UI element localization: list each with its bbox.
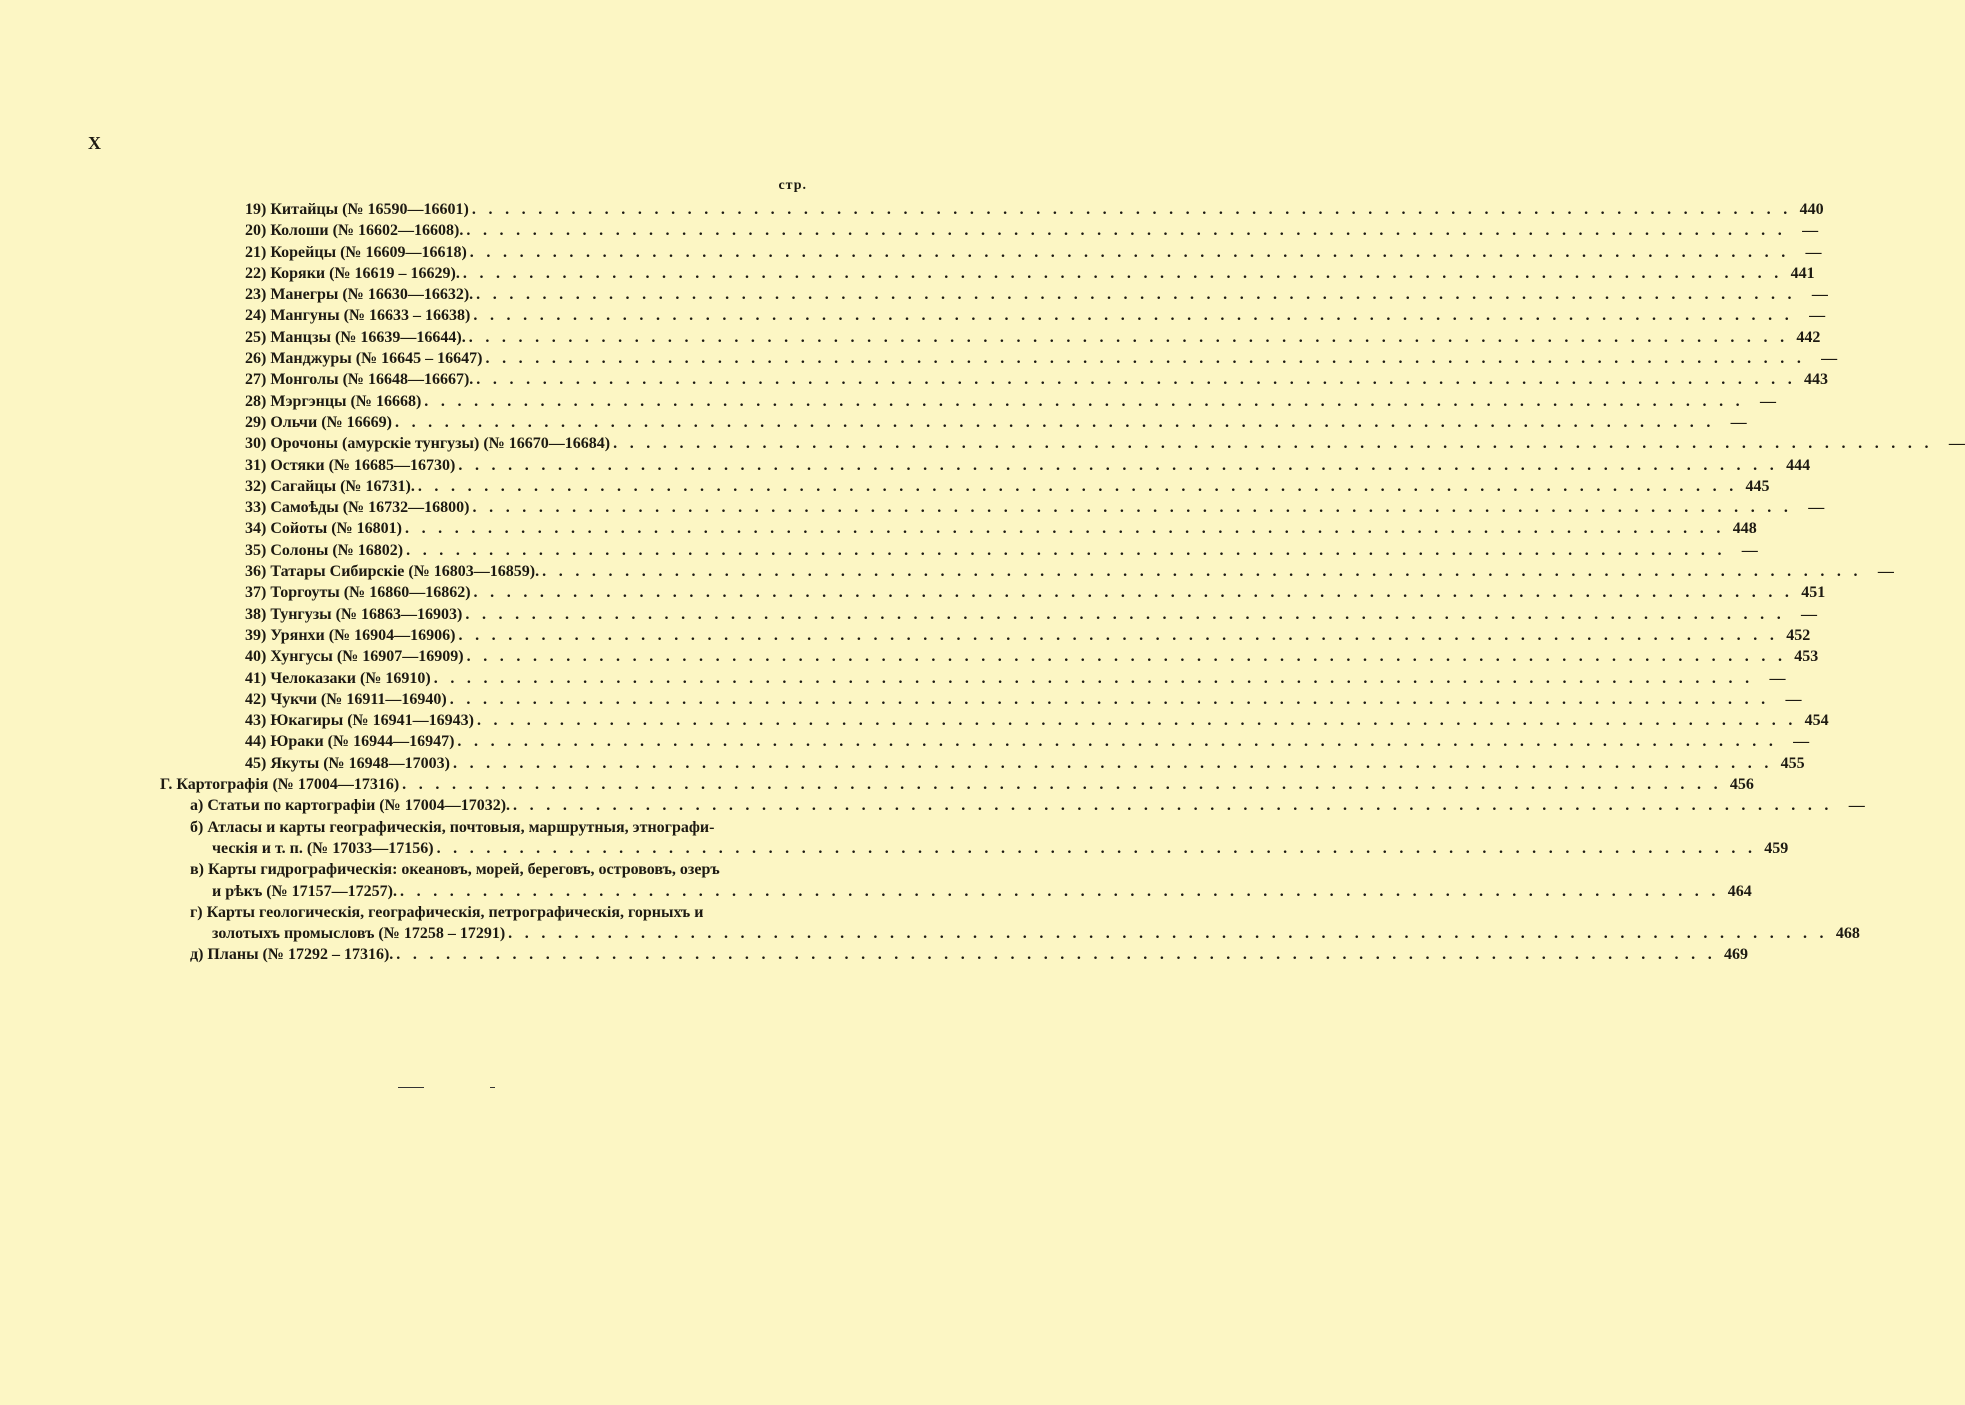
toc-entry-title: 45) Якуты (№ 16948—17003): [245, 754, 450, 772]
toc-entry: [0, 433, 1965, 454]
toc-entry-title: 20) Колоши (№ 16602—16608).: [245, 222, 464, 240]
toc-entry-title: 44) Юраки (№ 16944—16947): [245, 733, 455, 751]
dot-leader: . . . . . . . . . . . . . . . . . . . . . . . . . . . . . . . . . . . . . . . . . . . . . . . . . . . . . . . . . . . . . . . . . . . . . . . . . . . . . . . .: [458, 626, 1779, 644]
toc-entry-title: а) Статьи по картографіи (№ 17004—17032).: [190, 797, 511, 815]
toc-entry: [0, 944, 1748, 965]
toc-entry-page: —: [1801, 605, 1818, 623]
dot-leader: . . . . . . . . . . . . . . . . . . . . . . . . . . . . . . . . . . . . . . . . . . . . . . . . . . . . . . . . . . . . . . . . . . . . . . . . . . . . . . . .: [457, 733, 1778, 751]
toc-entry-title: 26) Манджуры (№ 16645 – 16647): [245, 350, 483, 368]
toc-entry-page: 468: [1835, 925, 1860, 943]
toc-entry: [0, 881, 1752, 902]
toc-entry: [0, 625, 1811, 646]
end-rule-dot: [490, 1087, 495, 1088]
toc-entry-page: 451: [1801, 584, 1826, 602]
toc-entry: [0, 327, 1821, 348]
toc-entry: [0, 668, 1786, 689]
toc-entry-title: 34) Сойоты (№ 16801): [245, 520, 402, 538]
toc-entry: [0, 582, 1826, 603]
toc-entry-title: 23) Манегры (№ 16630—16632).: [245, 286, 474, 304]
toc-entry: [0, 795, 1865, 816]
end-rule: [398, 1087, 424, 1088]
toc-entry-title: 43) Юкагиры (№ 16941—16943): [245, 712, 474, 730]
toc-entry-page: —: [1730, 413, 1747, 431]
toc-entry: [0, 923, 1860, 944]
toc-entry-page: —: [1769, 669, 1786, 687]
toc-entry-page: 464: [1727, 882, 1752, 900]
dot-leader: . . . . . . . . . . . . . . . . . . . . . . . . . . . . . . . . . . . . . . . . . . . . . . . . . . . . . . . . . . . . . . . . . . . . . . . . . . . . . . . .: [473, 307, 1794, 325]
toc-entry-page: 442: [1796, 328, 1821, 346]
dot-leader: . . . . . . . . . . . . . . . . . . . . . . . . . . . . . . . . . . . . . . . . . . . . . . . . . . . . . . . . . . . . . . . . . . . . . . . . . . . . . . . .: [471, 201, 1792, 218]
toc-entry-page: —: [1809, 307, 1826, 325]
toc-entry-title: 22) Коряки (№ 16619 – 16629).: [245, 264, 460, 282]
dot-leader: . . . . . . . . . . . . . . . . . . . . . . . . . . . . . . . . . . . . . . . . . . . . . . . . . . . . . . . . . . . . . . . . . . . . . . . . . . . . . . . .: [452, 754, 1773, 772]
toc-entry: [0, 518, 1757, 539]
toc-entry-page: —: [1848, 797, 1865, 815]
dot-leader: . . . . . . . . . . . . . . . . . . . . . . . . . . . . . . . . . . . . . . . . . . . . . . . . . . . . . . . . . . . . . . . . . . . . . . . . . . . . . . . .: [542, 563, 1862, 581]
toc-entry: [0, 242, 1822, 263]
toc-entry: [0, 902, 903, 923]
toc-entry-page: 448: [1732, 520, 1757, 538]
toc-entry-title: 39) Урянхи (№ 16904—16906): [245, 626, 456, 644]
toc-entry-title: 35) Солоны (№ 16802): [245, 541, 404, 559]
toc-entry: [0, 604, 1818, 625]
dot-leader: . . . . . . . . . . . . . . . . . . . . . . . . . . . . . . . . . . . . . . . . . . . . . . . . . . . . . . . . . . . . . . . . . . . . . . . . . . . . . . . .: [469, 243, 1790, 261]
toc-entry-page: —: [1877, 563, 1894, 581]
toc-entry: [0, 859, 903, 880]
toc-entry-title: 37) Торгоуты (№ 16860—16862): [245, 584, 471, 602]
toc-entry-title: 29) Ольчи (№ 16669): [245, 413, 392, 431]
dot-leader: . . . . . . . . . . . . . . . . . . . . . . . . . . . . . . . . . . . . . . . . . . . . . . . . . . . . . . . . . . . . . . . . . . . . . . . . . . . . . . . .: [396, 946, 1716, 964]
toc-entry-title: 21) Корейцы (№ 16609—16618): [245, 243, 467, 261]
toc-entry-title: 30) Орочоны (амурскіе тунгузы) (№ 16670—16684): [245, 435, 611, 453]
toc-entry: [0, 497, 1825, 518]
toc-entry: [0, 731, 1810, 752]
toc-entry-title: 19) Китайцы (№ 16590—16601): [245, 201, 469, 218]
toc-entry-page: 440: [1799, 201, 1824, 218]
dot-leader: . . . . . . . . . . . . . . . . . . . . . . . . . . . . . . . . . . . . . . . . . . . . . . . . . . . . . . . . . . . . . . . . . . . . . . . . . . . . . . . .: [462, 264, 1783, 282]
toc-entry-page: 444: [1786, 456, 1811, 474]
toc-entry-title: 27) Монголы (№ 16648—16667).: [245, 371, 474, 389]
dot-leader: . . . . . . . . . . . . . . . . . . . . . . . . . . . . . . . . . . . . . . . . . . . . . . . . . . . . . . . . . . . . . . . . . . . . . . . . . . . . . . . .: [406, 541, 1726, 559]
toc-entry-title: 40) Хунгусы (№ 16907—16909): [245, 648, 464, 666]
toc-entry: [0, 263, 1815, 284]
toc-entry: [0, 455, 1811, 476]
toc-entry-page: —: [1805, 243, 1822, 261]
dot-leader: . . . . . . . . . . . . . . . . . . . . . . . . . . . . . . . . . . . . . . . . . . . . . . . . . . . . . . . . . . . . . . . . . . . . . . . . . . . . . . . .: [472, 499, 1793, 517]
toc-entry-title: 32) Сагайцы (№ 16731).: [245, 477, 415, 495]
page-folio: X: [88, 133, 101, 153]
dot-leader: . . . . . . . . . . . . . . . . . . . . . . . . . . . . . . . . . . . . . . . . . . . . . . . . . . . . . . . . . . . . . . . . . . . . . . . . . . . . . . . .: [466, 648, 1787, 666]
toc-entry-title: и рѣкъ (№ 17157—17257).: [212, 882, 397, 900]
toc-entry-title: 24) Мангуны (№ 16633 – 16638): [245, 307, 471, 325]
toc-entry: [0, 753, 1805, 774]
dot-leader: . . . . . . . . . . . . . . . . . . . . . . . . . . . . . . . . . . . . . . . . . . . . . . . . . . . . . . . . . . . . . . . . . . . . . . . . . . . . . . . .: [404, 520, 1725, 538]
toc-entry-page: 459: [1764, 839, 1789, 857]
page-column-header: стр.: [778, 178, 807, 193]
toc-entry: [0, 476, 1770, 497]
toc-entry-title: г) Карты геологическія, географическія, петрографическія, горныхъ и: [190, 903, 704, 921]
dot-leader: . . . . . . . . . . . . . . . . . . . . . . . . . . . . . . . . . . . . . . . . . . . . . . . . . . . . . . . . . . . . . . . . . . . . . . . . . . . . . . . .: [476, 712, 1797, 730]
toc-entry-page: 445: [1745, 477, 1770, 495]
toc-entry-page: —: [1802, 222, 1819, 240]
toc-entry: [0, 774, 1754, 795]
toc-entry-title: 38) Тунгузы (№ 16863—16903): [245, 605, 463, 623]
dot-leader: . . . . . . . . . . . . . . . . . . . . . . . . . . . . . . . . . . . . . . . . . . . . . . . . . . . . . . . . . . . . . . . . . . . . . . . . . . . . . . . .: [458, 456, 1779, 474]
toc-entry-page: 455: [1780, 754, 1805, 772]
toc-entry-page: —: [1811, 286, 1828, 304]
toc-entry-title: б) Атласы и карты географическія, почтовыя, маршрутныя, этнографи-: [190, 818, 715, 836]
toc-entry-page: 441: [1790, 264, 1815, 282]
toc-entry-page: —: [1808, 499, 1825, 517]
toc-entry: [0, 540, 1758, 561]
dot-leader: . . . . . . . . . . . . . . . . . . . . . . . . . . . . . . . . . . . . . . . . . . . . . . . . . . . . . . . . . . . . . . . . . . . . . . . . . . . . . . . .: [473, 584, 1794, 602]
toc-entry-page: —: [1785, 690, 1802, 708]
dot-leader: . . . . . . . . . . . . . . . . . . . . . . . . . . . . . . . . . . . . . . . . . . . . . . . . . . . . . . . . . . . . . . . . . . . . . . . . . . . . . . . .: [476, 286, 1796, 304]
toc-entry: [0, 305, 1826, 326]
toc-entry: [0, 646, 1819, 667]
toc-entry: [0, 412, 1747, 433]
toc-entry: [0, 838, 1789, 859]
table-of-contents: [0, 199, 1965, 966]
toc-entry-page: 456: [1729, 776, 1754, 794]
toc-entry-title: ческія и т. п. (№ 17033—17156): [212, 839, 434, 857]
toc-entry: [0, 391, 1776, 412]
toc-entry-page: 452: [1786, 626, 1811, 644]
dot-leader: . . . . . . . . . . . . . . . . . . . . . . . . . . . . . . . . . . . . . . . . . . . . . . . . . . . . . . . . . . . . . . . . . . . . . . . . . . . . . . . .: [400, 882, 1720, 900]
toc-entry: [0, 220, 1819, 241]
toc-entry: [0, 710, 1829, 731]
toc-entry: [0, 561, 1894, 582]
dot-leader: . . . . . . . . . . . . . . . . . . . . . . . . . . . . . . . . . . . . . . . . . . . . . . . . . . . . . . . . . . . . . . . . . . . . . . . . . . . . . . . .: [613, 435, 1933, 453]
dot-leader: . . . . . . . . . . . . . . . . . . . . . . . . . . . . . . . . . . . . . . . . . . . . . . . . . . . . . . . . . . . . . . . . . . . . . . . . . . . . . . . .: [394, 413, 1715, 431]
dot-leader: . . . . . . . . . . . . . . . . . . . . . . . . . . . . . . . . . . . . . . . . . . . . . . . . . . . . . . . . . . . . . . . . . . . . . . . . . . . . . . . .: [485, 350, 1806, 368]
toc-entry: [0, 199, 1824, 220]
dot-leader: . . . . . . . . . . . . . . . . . . . . . . . . . . . . . . . . . . . . . . . . . . . . . . . . . . . . . . . . . . . . . . . . . . . . . . . . . . . . . . . .: [465, 605, 1786, 623]
toc-entry: [0, 689, 1802, 710]
toc-entry-title: Г. Картографія (№ 17004—17316): [160, 776, 400, 794]
dot-leader: . . . . . . . . . . . . . . . . . . . . . . . . . . . . . . . . . . . . . . . . . . . . . . . . . . . . . . . . . . . . . . . . . . . . . . . . . . . . . . . .: [476, 371, 1796, 389]
toc-entry: [0, 369, 1828, 390]
dot-leader: . . . . . . . . . . . . . . . . . . . . . . . . . . . . . . . . . . . . . . . . . . . . . . . . . . . . . . . . . . . . . . . . . . . . . . . . . . . . . . . .: [508, 925, 1828, 943]
dot-leader: . . . . . . . . . . . . . . . . . . . . . . . . . . . . . . . . . . . . . . . . . . . . . . . . . . . . . . . . . . . . . . . . . . . . . . . . . . . . . . . .: [402, 776, 1722, 794]
toc-entry-page: 454: [1804, 712, 1829, 730]
dot-leader: . . . . . . . . . . . . . . . . . . . . . . . . . . . . . . . . . . . . . . . . . . . . . . . . . . . . . . . . . . . . . . . . . . . . . . . . . . . . . . . .: [468, 328, 1789, 346]
toc-entry: [0, 284, 1828, 305]
toc-entry-page: 453: [1794, 648, 1819, 666]
toc-entry-page: —: [1793, 733, 1810, 751]
toc-entry-page: —: [1741, 541, 1758, 559]
dot-leader: . . . . . . . . . . . . . . . . . . . . . . . . . . . . . . . . . . . . . . . . . . . . . . . . . . . . . . . . . . . . . . . . . . . . . . . . . . . . . . . .: [417, 477, 1738, 495]
toc-entry: [0, 348, 1838, 369]
toc-entry-page: —: [1948, 435, 1965, 453]
toc-entry-title: 36) Татары Сибирскіе (№ 16803—16859).: [245, 563, 540, 581]
dot-leader: . . . . . . . . . . . . . . . . . . . . . . . . . . . . . . . . . . . . . . . . . . . . . . . . . . . . . . . . . . . . . . . . . . . . . . . . . . . . . . . .: [433, 669, 1754, 687]
toc-entry-title: 25) Манцзы (№ 16639—16644).: [245, 328, 466, 346]
toc-entry-title: в) Карты гидрографическія: океановъ, морей, береговъ, острововъ, озеръ: [190, 861, 720, 879]
toc-entry-title: 42) Чукчи (№ 16911—16940): [245, 690, 447, 708]
toc-entry-title: 41) Челоказаки (№ 16910): [245, 669, 431, 687]
toc-entry: [0, 817, 903, 838]
toc-entry-title: 31) Остяки (№ 16685—16730): [245, 456, 456, 474]
dot-leader: . . . . . . . . . . . . . . . . . . . . . . . . . . . . . . . . . . . . . . . . . . . . . . . . . . . . . . . . . . . . . . . . . . . . . . . . . . . . . . . .: [466, 222, 1787, 240]
dot-leader: . . . . . . . . . . . . . . . . . . . . . . . . . . . . . . . . . . . . . . . . . . . . . . . . . . . . . . . . . . . . . . . . . . . . . . . . . . . . . . . .: [513, 797, 1833, 815]
toc-entry-title: золотыхъ промысловъ (№ 17258 – 17291): [212, 925, 506, 943]
toc-entry-title: 28) Мэргэнцы (№ 16668): [245, 392, 422, 410]
toc-entry-page: 443: [1804, 371, 1828, 389]
dot-leader: . . . . . . . . . . . . . . . . . . . . . . . . . . . . . . . . . . . . . . . . . . . . . . . . . . . . . . . . . . . . . . . . . . . . . . . . . . . . . . . .: [449, 690, 1770, 708]
dot-leader: . . . . . . . . . . . . . . . . . . . . . . . . . . . . . . . . . . . . . . . . . . . . . . . . . . . . . . . . . . . . . . . . . . . . . . . . . . . . . . . .: [436, 839, 1757, 857]
toc-entry-title: д) Планы (№ 17292 – 17316).: [190, 946, 394, 964]
dot-leader: . . . . . . . . . . . . . . . . . . . . . . . . . . . . . . . . . . . . . . . . . . . . . . . . . . . . . . . . . . . . . . . . . . . . . . . . . . . . . . . .: [424, 392, 1744, 410]
toc-entry-title: 33) Самоѣды (№ 16732—16800): [245, 499, 470, 517]
toc-entry-page: —: [1821, 350, 1838, 368]
toc-entry-page: 469: [1724, 946, 1748, 964]
toc-entry-page: —: [1759, 392, 1776, 410]
